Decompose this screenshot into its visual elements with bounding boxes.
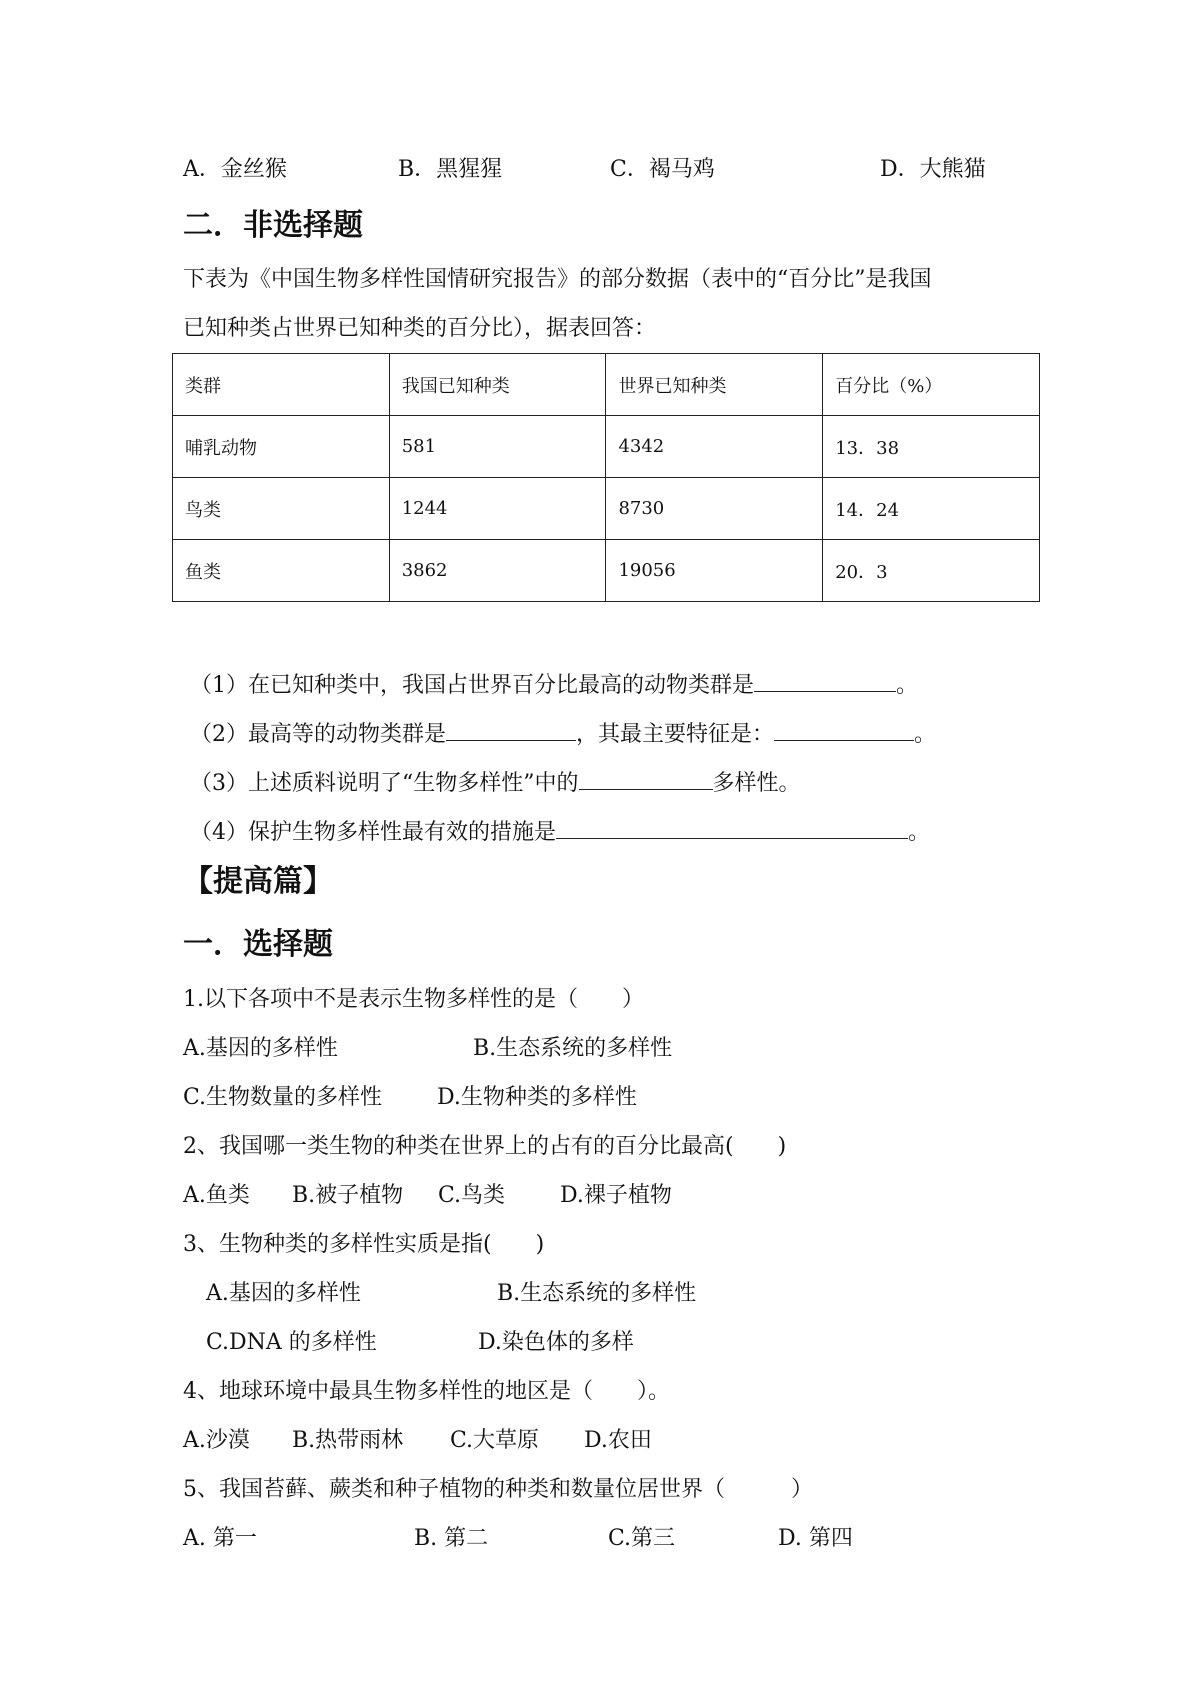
question-4-end: 。	[908, 820, 931, 845]
table-cell: 3862	[389, 540, 606, 602]
table-cell: 13．38	[823, 416, 1040, 478]
choice-option: B.生态系统的多样性	[473, 1036, 673, 1061]
section-heading-non-choice: 二．非选择题	[183, 208, 363, 243]
table-cell: 19056	[606, 540, 823, 602]
question-stem: 5、我国苔藓、蕨类和种子植物的种类和数量位居世界（ ）	[183, 1477, 813, 1502]
choice-option: D.生物种类的多样性	[437, 1085, 637, 1110]
choice-option: B.被子植物	[292, 1183, 404, 1208]
table-cell: 20．3	[823, 540, 1040, 602]
question-2-mid: ，其最主要特征是：	[576, 722, 775, 747]
choice-option: B. 第二	[414, 1526, 489, 1551]
answer-blank[interactable]	[754, 669, 896, 692]
table-cell: 1244	[389, 478, 606, 540]
table-cell: 8730	[606, 478, 823, 540]
answer-blank[interactable]	[556, 816, 908, 839]
table-cell: 4342	[606, 416, 823, 478]
answer-blank[interactable]	[774, 718, 914, 741]
choice-option: D.染色体的多样	[478, 1330, 634, 1355]
table-row	[173, 478, 1040, 540]
table-header-cell: 我国已知种类	[389, 354, 606, 416]
intro-line-2: 已知种类占世界已知种类的百分比），据表回答：	[183, 316, 657, 341]
question-3-end: 多样性。	[712, 771, 801, 796]
advanced-title: 【提高篇】	[183, 864, 333, 899]
option-d: D．大熊猫	[880, 157, 986, 182]
table-row	[173, 540, 1040, 602]
choice-option: D.农田	[584, 1428, 652, 1453]
choice-option: B.生态系统的多样性	[497, 1281, 697, 1306]
choice-option: C.鸟类	[438, 1183, 506, 1208]
question-3-text: （3）上述质料说明了“生物多样性”中的	[190, 771, 579, 796]
question-4	[190, 816, 930, 847]
table-header-row	[173, 354, 1040, 416]
answer-blank[interactable]	[579, 767, 713, 790]
table-cell: 哺乳动物	[173, 416, 390, 478]
question-stem: 3、生物种类的多样性实质是指( )	[183, 1232, 545, 1257]
question-3	[190, 767, 801, 798]
choice-option: A.基因的多样性	[183, 1036, 338, 1061]
choice-option: C.DNA 的多样性	[206, 1330, 377, 1355]
table-header-cell: 类群	[173, 354, 390, 416]
choice-option: D.裸子植物	[560, 1183, 672, 1208]
intro-line-1: 下表为《中国生物多样性国情研究报告》的部分数据（表中的“百分比”是我国	[183, 267, 932, 292]
choice-option: B.热带雨林	[292, 1428, 404, 1453]
table-row	[173, 416, 1040, 478]
question-1-end: 。	[896, 673, 919, 698]
table-cell: 581	[389, 416, 606, 478]
choice-option: D. 第四	[778, 1526, 853, 1551]
question-stem: 2、我国哪一类生物的种类在世界上的占有的百分比最高( )	[183, 1134, 787, 1159]
option-b: B．黑猩猩	[398, 157, 503, 182]
table-cell: 鱼类	[173, 540, 390, 602]
question-stem: 1.以下各项中不是表示生物多样性的是（ ）	[183, 987, 644, 1012]
answer-blank[interactable]	[446, 718, 576, 741]
choice-option: A.沙漠	[183, 1428, 250, 1453]
question-2-end: 。	[914, 722, 937, 747]
option-a: A．金丝猴	[183, 157, 287, 182]
table-header-cell: 世界已知种类	[606, 354, 823, 416]
section-heading-choice: 一．选择题	[183, 927, 333, 962]
question-4-text: （4）保护生物多样性最有效的措施是	[190, 820, 556, 845]
choice-option: A. 第一	[183, 1526, 257, 1551]
choice-option: C.生物数量的多样性	[183, 1085, 383, 1110]
question-stem: 4、地球环境中最具生物多样性的地区是（ ）。	[183, 1379, 670, 1404]
question-1	[190, 669, 918, 700]
choice-option: A.鱼类	[183, 1183, 250, 1208]
choice-option: A.基因的多样性	[206, 1281, 361, 1306]
choice-option: C.第三	[608, 1526, 676, 1551]
question-2-text: （2）最高等的动物类群是	[190, 722, 446, 747]
species-table	[172, 353, 1040, 602]
table-header-cell: 百分比（%）	[823, 354, 1040, 416]
option-c: C．褐马鸡	[610, 157, 715, 182]
choice-option: C.大草原	[450, 1428, 540, 1453]
table-cell: 鸟类	[173, 478, 390, 540]
table-cell: 14．24	[823, 478, 1040, 540]
question-2	[190, 718, 936, 749]
question-1-text: （1）在已知种类中，我国占世界百分比最高的动物类群是	[190, 673, 754, 698]
